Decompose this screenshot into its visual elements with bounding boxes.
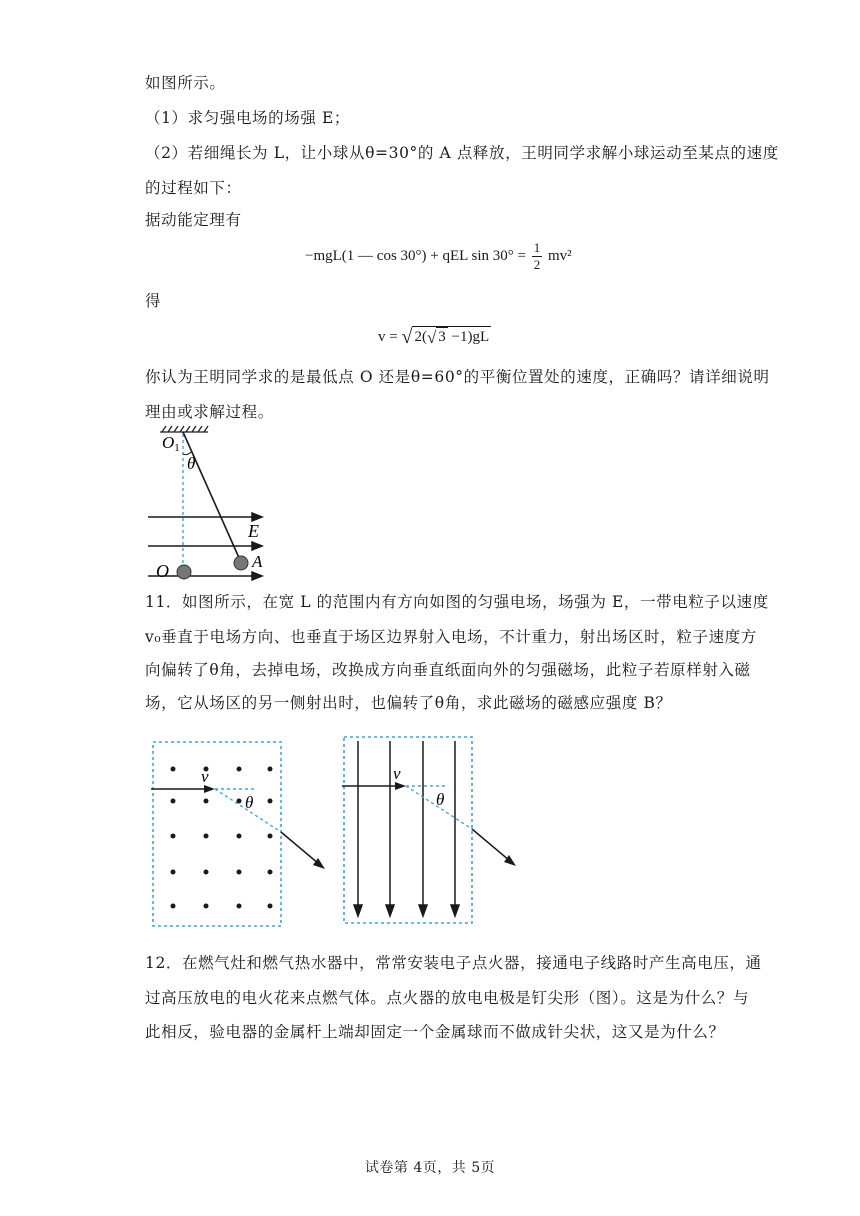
page-footer: 试卷第 4页，共 5页	[364, 1160, 496, 1176]
exit-velocity-line	[281, 832, 319, 864]
label-A: A	[252, 552, 263, 571]
ball-at-O	[177, 565, 191, 579]
field-dots	[171, 767, 273, 909]
text-line-5: 据动能定理有	[145, 211, 242, 229]
q12-line-3: 此相反，验电器的金属杆上端却固定一个金属球而不做成针尖状，这又是为什么？	[145, 1023, 725, 1041]
equation-energy-rhs: mv²	[547, 247, 572, 264]
label-v-left: v	[201, 767, 209, 786]
question-part-1: （1）求匀强电场的场强 E；	[145, 109, 351, 127]
q11-line-2: v₀垂直于电场方向、也垂直于场区边界射入电场，不计重力，射出场区时，粒子速度方	[145, 628, 757, 646]
text-line-6: 得	[145, 292, 162, 310]
text-line-4: 的过程如下：	[145, 179, 242, 197]
string-line	[183, 432, 240, 560]
inner-radical-sign: √	[426, 328, 437, 347]
label-v-right: v	[393, 764, 401, 783]
label-theta-left: θ	[245, 793, 254, 812]
ball-at-A	[234, 556, 248, 570]
q11-line-4: 场，它从场区的另一侧射出时，也偏转了θ角，求此磁场的磁感应强度 B？	[145, 694, 672, 712]
radicand-pre: 2(	[414, 329, 427, 345]
radical-content	[412, 326, 491, 347]
q11-line-1: 11．如图所示，在宽 L 的范围内有方向如图的匀强电场，场强为 E，一带电粒子以速度	[145, 593, 769, 611]
label-theta-fig1: θ	[187, 454, 196, 473]
equation-velocity	[378, 326, 491, 347]
radical-sign: √	[401, 326, 413, 348]
q11-line-3: 向偏转了θ角，去掉电场，改换成方向垂直纸面向外的匀强磁场，此粒子若原样射入磁	[145, 661, 751, 679]
fraction-numerator: 1	[533, 240, 541, 255]
incoming-velocity-arrowhead-right	[395, 782, 406, 790]
fraction-denominator: 2	[533, 257, 541, 272]
label-theta-right: θ	[436, 790, 445, 809]
label-O1: O1	[162, 433, 180, 454]
figure-magnetic-field	[147, 736, 337, 936]
radicand-post: −1)gL	[447, 329, 490, 345]
text-line-7: 你认为王明同学求的是最低点 O 还是θ=60°的平衡位置处的速度，正确吗？请详细说明	[145, 368, 770, 386]
text-line-1: 如图所示。	[145, 74, 226, 92]
figure-electric-field	[338, 730, 528, 930]
question-part-2: （2）若细绳长为 L，让小球从θ=30°的 A 点释放，王明同学求解小球运动至某点的速度	[145, 144, 779, 162]
ceiling-hatch	[160, 426, 208, 432]
label-O: O	[156, 561, 169, 581]
equation-energy-lhs: −mgL(1 — cos 30°) + qEL sin 30° =	[305, 247, 526, 264]
equation-energy	[305, 240, 572, 273]
q12-line-2: 过高压放电的电火花来点燃气体。点火器的放电电极是钉尖形（图）。这是为什么？与	[145, 989, 750, 1007]
field-region-box-right	[344, 737, 472, 923]
text-line-8: 理由或求解过程。	[145, 403, 274, 421]
equation-energy-fraction	[532, 240, 543, 273]
incoming-velocity-arrowhead	[204, 785, 215, 793]
label-E: E	[248, 521, 259, 541]
figure-pendulum	[142, 424, 272, 584]
field-arrows-down	[354, 741, 459, 916]
inner-radicand: 3	[438, 329, 446, 345]
q12-line-1: 12．在燃气灶和燃气热水器中，常常安装电子点火器，接通电子线路时产生高电压，通	[145, 954, 762, 972]
equation-velocity-lhs: v =	[378, 329, 398, 345]
exit-velocity-line-right	[472, 829, 510, 861]
